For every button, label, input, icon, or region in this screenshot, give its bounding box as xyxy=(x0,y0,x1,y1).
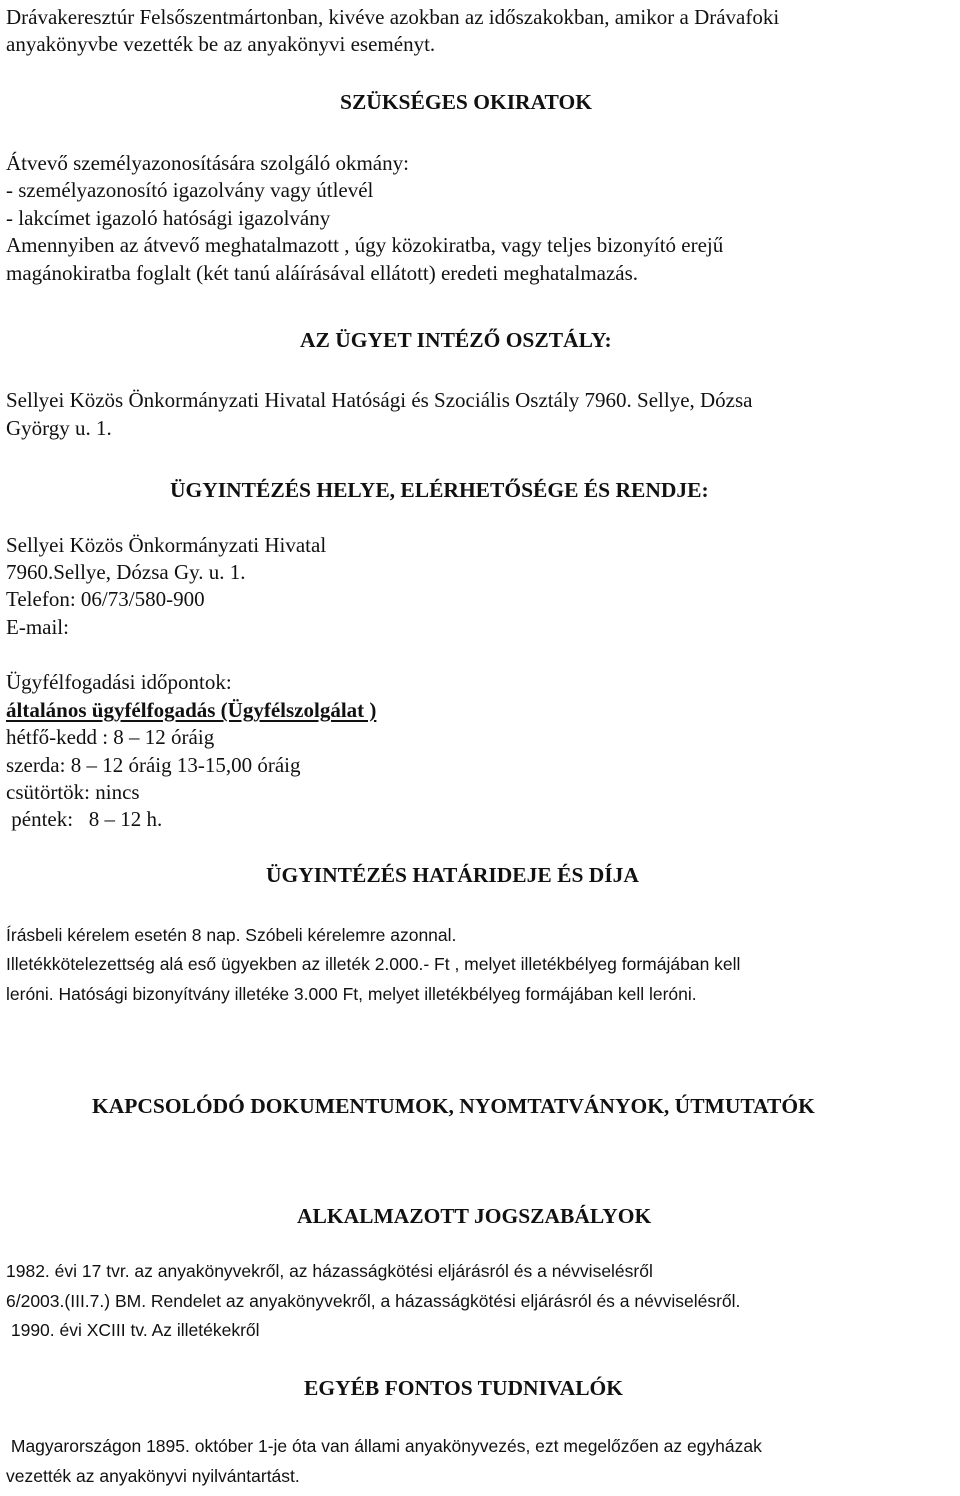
office-hours-label: Ügyfélfogadási időpontok: xyxy=(6,670,232,694)
law-line: 1982. évi 17 tvr. az anyakönyvekről, az házasságkötési eljárásról és a névviselésről xyxy=(6,1261,653,1281)
department-line-1: Sellyei Közös Önkormányzati Hivatal Hatósági és Szociális Osztály 7960. Sellye, Dózsa xyxy=(6,388,753,412)
intro-line-1: Drávakeresztúr Felsőszentmártonban, kivéve azokban az időszakokban, amikor a Drávafoki xyxy=(6,5,780,29)
required-documents-line: magánokiratba foglalt (két tanú aláírásával ellátott) eredeti meghatalmazás. xyxy=(6,261,639,285)
contact-heading: ÜGYINTÉZÉS HELYE, ELÉRHETŐSÉGE ÉS RENDJE: xyxy=(170,478,709,502)
deadline-fee-line: leróni. Hatósági bizonyítvány illetéke 3.000 Ft, melyet illetékbélyeg formájában kell leróni. xyxy=(6,984,697,1004)
contact-address: 7960.Sellye, Dózsa Gy. u. 1. xyxy=(6,560,246,584)
department-line-2: György u. 1. xyxy=(6,416,112,440)
required-documents-line: Amennyiben az átvevő meghatalmazott , úgy közokiratba, vagy teljes bizonyító erejű xyxy=(6,233,724,257)
deadline-fee-line: Illetékkötelezettség alá eső ügyekben az illeték 2.000.- Ft , melyet illetékbélyeg formájában kell xyxy=(6,954,741,974)
department-heading: AZ ÜGYET INTÉZŐ OSZTÁLY: xyxy=(300,328,612,352)
other-info-line-2: vezették az anyakönyvi nyilvántartást. xyxy=(6,1466,300,1486)
contact-email: E-mail: xyxy=(6,615,69,639)
deadline-fee-line: Írásbeli kérelem esetén 8 nap. Szóbeli kérelemre azonnal. xyxy=(6,925,457,945)
office-hours-line: csütörtök: nincs xyxy=(6,780,140,804)
required-documents-line: Átvevő személyazonosítására szolgáló okmány: xyxy=(6,151,409,175)
law-line: 1990. évi XCIII tv. Az illetékekről xyxy=(6,1320,260,1340)
contact-phone: Telefon: 06/73/580-900 xyxy=(6,587,205,611)
office-hours-line: hétfő-kedd : 8 – 12 óráig xyxy=(6,725,215,749)
contact-office: Sellyei Közös Önkormányzati Hivatal xyxy=(6,533,327,557)
customer-service-title: általános ügyfélfogadás (Ügyfélszolgálat ) xyxy=(6,698,377,722)
laws-heading: ALKALMAZOTT JOGSZABÁLYOK xyxy=(297,1204,652,1228)
other-info-line-1: Magyarországon 1895. október 1-je óta van állami anyakönyvezés, ezt megelőzően az egyházak xyxy=(6,1436,762,1456)
office-hours-line: szerda: 8 – 12 óráig 13-15,00 óráig xyxy=(6,753,301,777)
related-documents-heading: KAPCSOLÓDÓ DOKUMENTUMOK, NYOMTATVÁNYOK, ÚTMUTATÓK xyxy=(92,1094,815,1118)
other-info-heading: EGYÉB FONTOS TUDNIVALÓK xyxy=(304,1376,624,1400)
required-documents-line: - lakcímet igazoló hatósági igazolvány xyxy=(6,206,331,230)
law-line: 6/2003.(III.7.) BM. Rendelet az anyakönyvekről, a házasságkötési eljárásról és a névviselésről. xyxy=(6,1291,741,1311)
deadline-fee-heading: ÜGYINTÉZÉS HATÁRIDEJE ÉS DÍJA xyxy=(266,863,639,887)
intro-line-2: anyakönyvbe vezették be az anyakönyvi eseményt. xyxy=(6,32,436,56)
required-documents-line: - személyazonosító igazolvány vagy útlevél xyxy=(6,178,374,202)
office-hours-line: péntek: 8 – 12 h. xyxy=(6,807,163,831)
required-documents-heading: SZÜKSÉGES OKIRATOK xyxy=(340,90,592,114)
